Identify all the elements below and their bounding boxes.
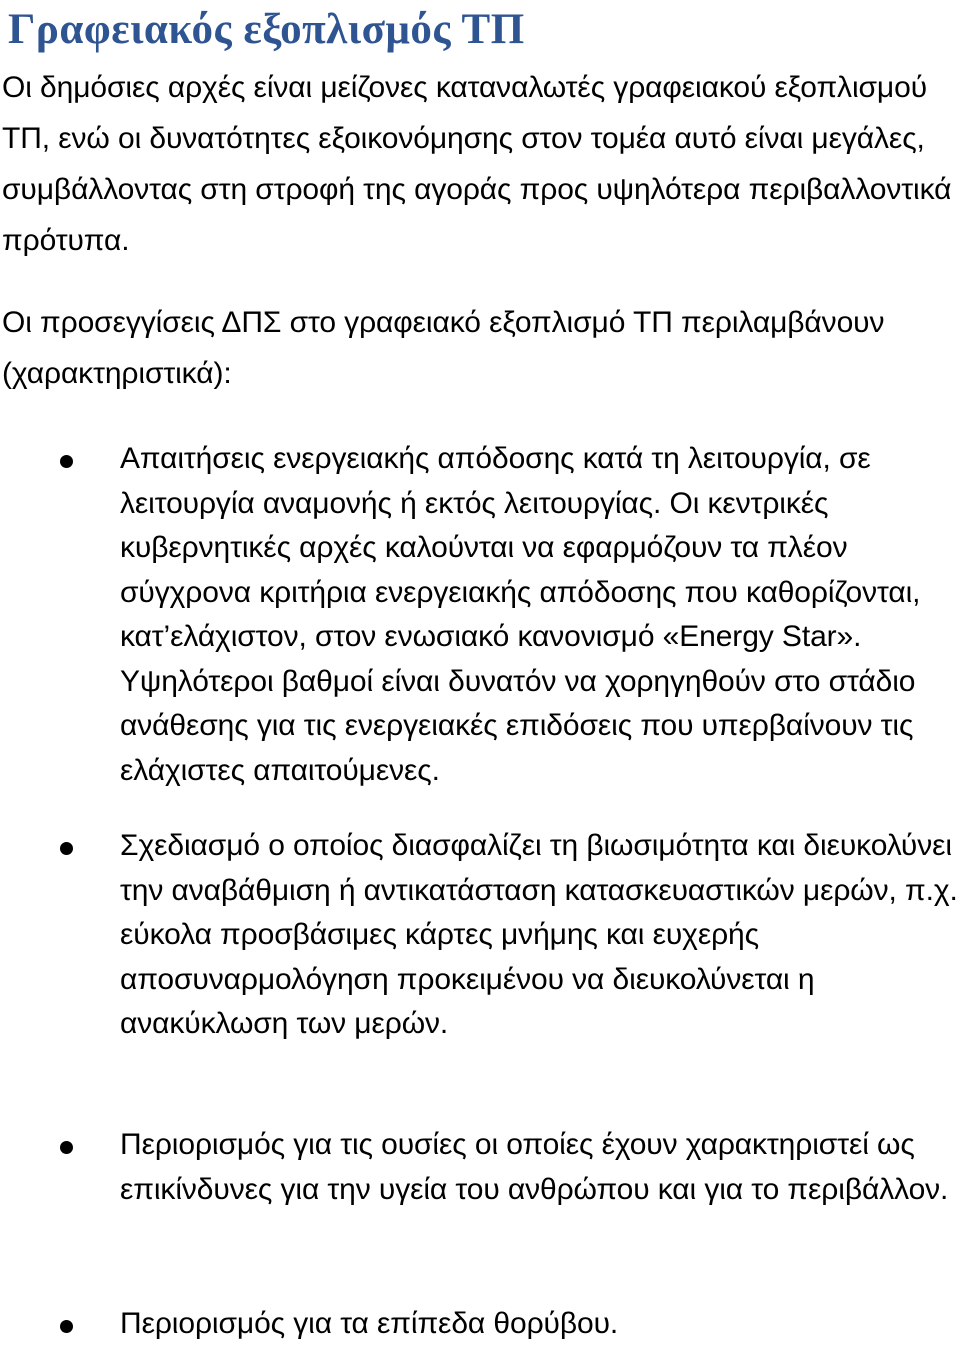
list-item-text: Απαιτήσεις ενεργειακής απόδοσης κατά τη λειτουργία, σε λειτουργία αναμονής ή εκτός λειτουργίας. Οι κεντρικές κυβερνητικές αρχές καλούνται να εφαρμόζουν τα πλέον σύγχρονα κριτήρια ενεργειακής απόδοσης που καθορίζονται, κατ’ελάχιστον, στον ενωσιακό κανονισμό «Energy Star». Υψηλότεροι βαθμοί είναι δυνατόν να χορηγηθούν στο στάδιο ανάθεσης για τις ενεργειακές επιδόσεις που υπερβαίνουν τις ελάχιστες απαιτούμενες. [120, 442, 921, 787]
list-item-text: Περιορισμός για τα επίπεδα θορύβου. [120, 1307, 619, 1340]
bullet-icon [60, 842, 73, 855]
intro-paragraph: Οι δημόσιες αρχές είναι μείζονες καταναλωτές γραφειακού εξοπλισμού ΤΠ, ενώ οι δυνατότητες εξοικονόμησης στον τομέα αυτό είναι μεγάλες, συμβάλλοντας στη στροφή της αγοράς προς υψηλότερα περιβαλλοντικά πρότυπα. [2, 71, 952, 257]
approaches-paragraph: Οι προσεγγίσεις ΔΠΣ στο γραφειακό εξοπλισμό ΤΠ περιλαμβάνουν (χαρακτηριστικά): [2, 306, 885, 390]
bullet-icon [60, 455, 73, 468]
bullet-icon [60, 1320, 73, 1333]
bullet-icon [60, 1141, 73, 1154]
list-item-text: Σχεδιασμό ο οποίος διασφαλίζει τη βιωσιμότητα και διευκολύνει την αναβάθμιση ή αντικατάσταση κατασκευαστικών μερών, π.χ. εύκολα προσβάσιμες κάρτες μνήμης και ευχερής αποσυναρμολόγηση προκειμένου να διευκολύνεται η ανακύκλωση των μερών. [120, 829, 958, 1040]
page-title: Γραφειακός εξοπλισμός ΤΠ [8, 6, 525, 53]
list-item-text: Περιορισμός για τις ουσίες οι οποίες έχουν χαρακτηριστεί ως επικίνδυνες για την υγεία του ανθρώπου και για το περιβάλλον. [120, 1128, 949, 1206]
